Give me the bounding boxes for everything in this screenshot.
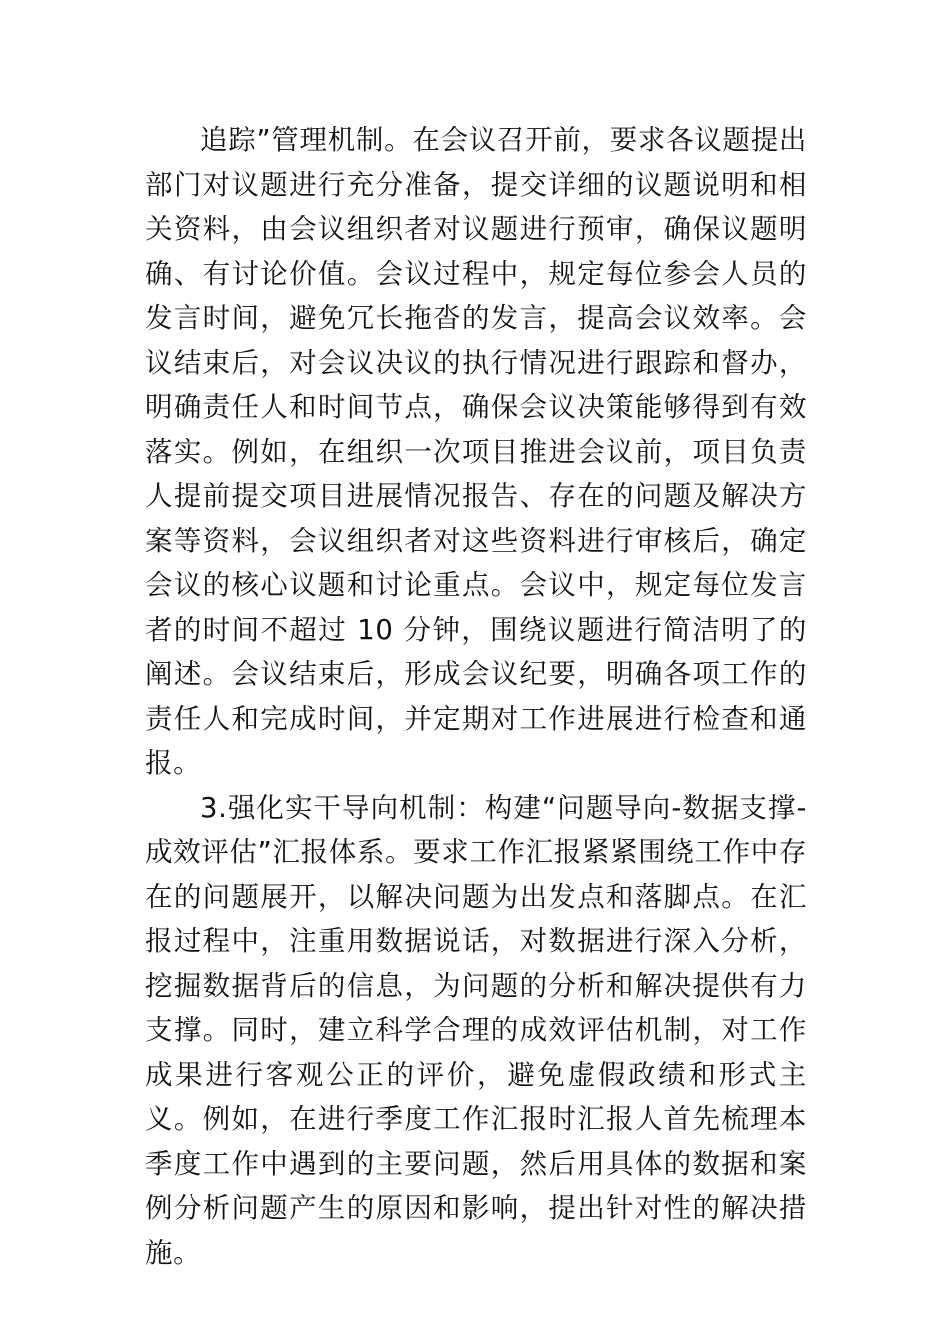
- document-body: [145, 118, 807, 1275]
- paragraph-practical-orientation: 3.强化实干导向机制：构建“问题导向-数据支撑-成效评估”汇报体系。要求工作汇报紧紧围绕工作中存在的问题展开，以解决问题为出发点和落脚点。在汇报过程中，注重用数据说话，对数据进行深入分析，挖掘数据背后的信息，为问题的分析和解决提供有力支撑。同时，建立科学合理的成效评估机制，对工作成果进行客观公正的评价，避免虚假政绩和形式主义。例如，在进行季度工作汇报时汇报人首先梳理本季度工作中遇到的主要问题，然后用具体的数据和案例分析问题产生的原因和影响，提出针对性的解决措施。: [145, 791, 807, 1269]
- paragraph-meeting-mechanism: 追踪”管理机制。在会议召开前，要求各议题提出部门对议题进行充分准备，提交详细的议题说明和相关资料，由会议组织者对议题进行预审，确保议题明确、有讨论价值。会议过程中，规定每位参会人员的发言时间，避免冗长拖沓的发言，提高会议效率。会议结束后，对会议决议的执行情况进行跟踪和督办，明确责任人和时间节点，确保会议决策能够得到有效落实。例如，在组织一次项目推进会议前，项目负责人提前提交项目进展情况报告、存在的问题及解决方案等资料，会议组织者对这些资料进行审核后，确定会议的核心议题和讨论重点。会议中，规定每位发言者的时间不超过 10 分钟，围绕议题进行简洁明了的阐述。会议结束后，形成会议纪要，明确各项工作的责任人和完成时间，并定期对工作进展进行检查和通报。: [145, 124, 807, 779]
